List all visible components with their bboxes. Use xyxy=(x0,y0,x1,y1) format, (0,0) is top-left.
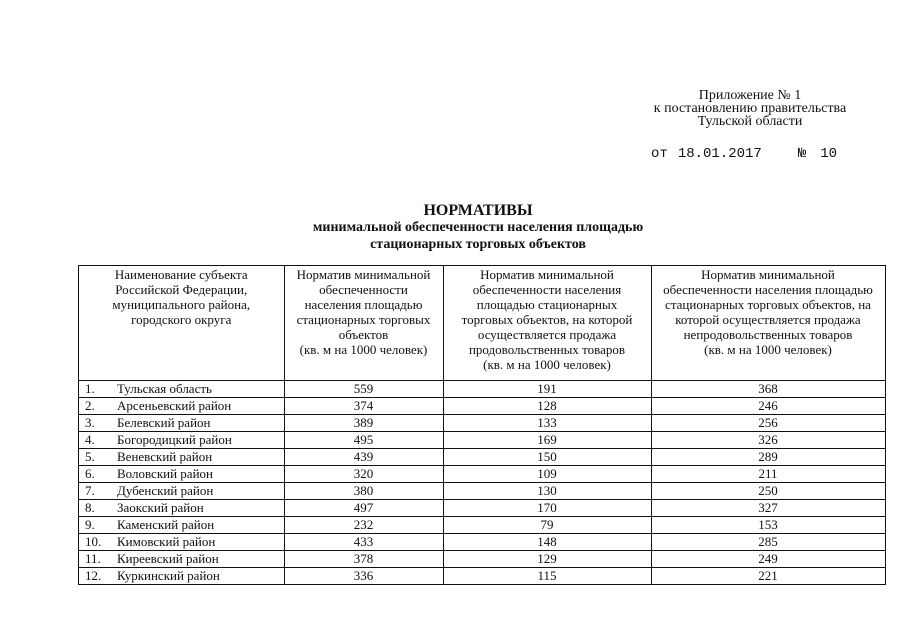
food-norm-value: 170 xyxy=(443,500,651,517)
total-norm-value: 433 xyxy=(284,534,443,551)
row-number: 11. xyxy=(79,551,114,568)
nonfood-norm-value: 246 xyxy=(651,398,885,415)
district-name: Заокский район xyxy=(113,500,284,517)
table-row xyxy=(79,466,886,483)
row-number: 6. xyxy=(79,466,114,483)
nonfood-norm-value: 289 xyxy=(651,449,885,466)
table-header-row xyxy=(79,266,886,381)
row-number: 9. xyxy=(79,517,114,534)
total-norm-value: 389 xyxy=(284,415,443,432)
row-number: 3. xyxy=(79,415,114,432)
table-row xyxy=(79,398,886,415)
header-line: непродовольственных товаров xyxy=(683,327,853,342)
food-norm-value: 79 xyxy=(443,517,651,534)
total-norm-value: 374 xyxy=(284,398,443,415)
total-norm-value: 495 xyxy=(284,432,443,449)
nonfood-norm-value: 250 xyxy=(651,483,885,500)
header-line: продовольственных товаров xyxy=(468,342,626,357)
header-line: обеспеченности населения xyxy=(472,282,622,297)
food-norm-value: 115 xyxy=(443,568,651,585)
district-name: Тульская область xyxy=(113,381,284,398)
total-norm-value: 320 xyxy=(284,466,443,483)
header-line: площадью стационарных xyxy=(476,297,618,312)
number-sign: № xyxy=(797,146,807,162)
header-nonfood-norm xyxy=(651,266,885,381)
food-norm-value: 191 xyxy=(443,381,651,398)
total-norm-value: 232 xyxy=(284,517,443,534)
header-line: которой осуществляется продажа xyxy=(675,312,861,327)
header-line: обеспеченности xyxy=(319,282,408,297)
district-name: Белевский район xyxy=(113,415,284,432)
header-line: Норматив минимальной xyxy=(480,267,614,282)
table-row xyxy=(79,381,886,398)
row-number: 4. xyxy=(79,432,114,449)
document-date-line xyxy=(651,146,837,162)
row-number: 10. xyxy=(79,534,114,551)
nonfood-norm-value: 256 xyxy=(651,415,885,432)
food-norm-value: 169 xyxy=(443,432,651,449)
table-row xyxy=(79,500,886,517)
nonfood-norm-value: 285 xyxy=(651,534,885,551)
date-prefix: от xyxy=(651,146,668,162)
district-name: Веневский район xyxy=(113,449,284,466)
total-norm-value: 336 xyxy=(284,568,443,585)
header-line: Норматив минимальной xyxy=(296,267,431,282)
row-number: 5. xyxy=(79,449,114,466)
header-line: объектов xyxy=(338,327,389,342)
appendix-block xyxy=(580,89,905,128)
food-norm-value: 133 xyxy=(443,415,651,432)
total-norm-value: 378 xyxy=(284,551,443,568)
district-name: Киреевский район xyxy=(113,551,284,568)
table-row xyxy=(79,568,886,585)
header-line: (кв. м на 1000 человек) xyxy=(483,357,611,372)
row-number: 12. xyxy=(79,568,114,585)
heading-subtitle-line1: минимальной обеспеченности населения площадью xyxy=(312,220,644,235)
appendix-title: Приложение № 1 xyxy=(698,88,802,103)
row-number: 1. xyxy=(79,381,114,398)
norms-table xyxy=(78,265,886,585)
header-total-norm xyxy=(284,266,443,381)
header-line: обеспеченности населения площадью xyxy=(663,282,873,297)
district-name: Каменский район xyxy=(113,517,284,534)
nonfood-norm-value: 326 xyxy=(651,432,885,449)
heading-subtitle-line2: стационарных торговых объектов xyxy=(370,237,586,252)
district-name: Богородицкий район xyxy=(113,432,284,449)
district-name: Куркинский район xyxy=(113,568,284,585)
header-line: стационарных торговых объектов, на xyxy=(665,297,871,312)
table-row xyxy=(79,449,886,466)
total-norm-value: 439 xyxy=(284,449,443,466)
heading-title: НОРМАТИВЫ xyxy=(423,202,533,219)
table-row xyxy=(79,483,886,500)
header-food-norm xyxy=(443,266,651,381)
header-subject xyxy=(79,266,285,381)
district-name: Кимовский район xyxy=(113,534,284,551)
nonfood-norm-value: 249 xyxy=(651,551,885,568)
header-line: Норматив минимальной xyxy=(701,267,835,282)
district-name: Воловский район xyxy=(113,466,284,483)
food-norm-value: 129 xyxy=(443,551,651,568)
header-line: осуществляется продажа xyxy=(477,327,617,342)
food-norm-value: 150 xyxy=(443,449,651,466)
header-line: (кв. м на 1000 человек) xyxy=(299,342,428,357)
header-line: населения площадью xyxy=(304,297,423,312)
document-heading xyxy=(78,202,878,253)
header-line: (кв. м на 1000 человек) xyxy=(704,342,832,357)
header-line: Российской Федерации, xyxy=(115,282,248,297)
header-line: стационарных торговых xyxy=(296,312,431,327)
nonfood-norm-value: 327 xyxy=(651,500,885,517)
nonfood-norm-value: 368 xyxy=(651,381,885,398)
header-line: торговых объектов, на которой xyxy=(461,312,633,327)
nonfood-norm-value: 153 xyxy=(651,517,885,534)
food-norm-value: 148 xyxy=(443,534,651,551)
food-norm-value: 130 xyxy=(443,483,651,500)
appendix-decree-line: к постановлению правительства xyxy=(653,101,847,116)
food-norm-value: 128 xyxy=(443,398,651,415)
total-norm-value: 380 xyxy=(284,483,443,500)
table-row xyxy=(79,432,886,449)
table-row xyxy=(79,415,886,432)
appendix-region-line: Тульской области xyxy=(697,114,803,129)
table-row xyxy=(79,517,886,534)
nonfood-norm-value: 221 xyxy=(651,568,885,585)
total-norm-value: 497 xyxy=(284,500,443,517)
row-number: 8. xyxy=(79,500,114,517)
document-number: 10 xyxy=(820,146,838,162)
nonfood-norm-value: 211 xyxy=(651,466,885,483)
document-date: 18.01.2017 xyxy=(677,146,762,162)
food-norm-value: 109 xyxy=(443,466,651,483)
table-row xyxy=(79,551,886,568)
district-name: Арсеньевский район xyxy=(113,398,284,415)
header-line: городского округа xyxy=(131,312,232,327)
table-row xyxy=(79,534,886,551)
total-norm-value: 559 xyxy=(284,381,443,398)
header-line: муниципального района, xyxy=(112,297,251,312)
row-number: 2. xyxy=(79,398,114,415)
row-number: 7. xyxy=(79,483,114,500)
header-line: Наименование субъекта xyxy=(114,267,248,282)
district-name: Дубенский район xyxy=(113,483,284,500)
